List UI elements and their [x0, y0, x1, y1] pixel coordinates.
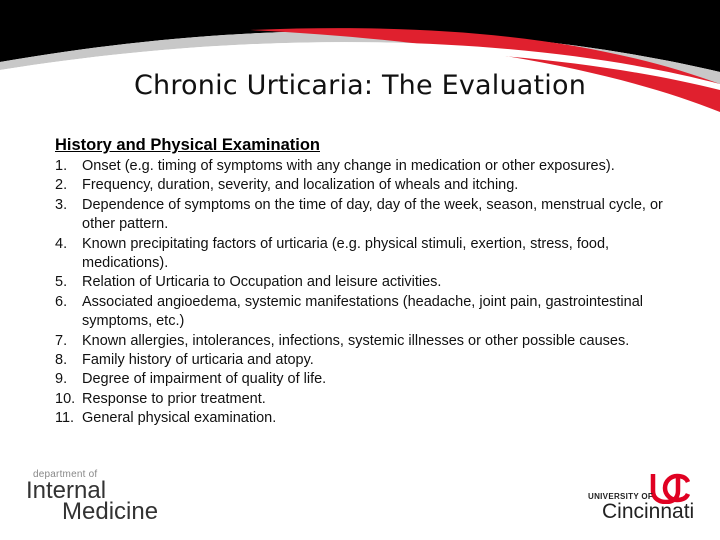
logo-line2-text: Medicine: [62, 498, 159, 525]
list-item-text: Relation of Urticaria to Occupation and leisure activities.: [82, 274, 442, 291]
list-item: [55, 332, 695, 351]
list-item-text: Known allergies, intolerances, infections, systemic illnesses or other possible causes.: [82, 332, 630, 349]
list-item: [55, 176, 695, 195]
list-item-text: Known precipitating factors of urticaria (e.g. physical stimuli, exertion, stress, food, medications).: [82, 235, 610, 272]
list-item: [55, 409, 695, 428]
list-item: [55, 293, 695, 332]
list-item-number: 5.: [55, 274, 68, 291]
list-item: [55, 351, 695, 370]
slide-title: Chronic Urticaria: The Evaluation: [133, 70, 587, 101]
list-item: [55, 390, 695, 409]
list-item-number: 2.: [55, 177, 68, 194]
list-item-number: 1.: [55, 158, 68, 174]
list-item-number: 4.: [55, 235, 68, 252]
list-item-text: Associated angioedema, systemic manifestations (headache, joint pain, gastrointestinal symptoms, etc.): [82, 293, 643, 330]
list-item-number: 3.: [55, 196, 68, 213]
list-item-text: Onset (e.g. timing of symptoms with any change in medication or other exposures).: [82, 158, 615, 174]
list-item-number: 10.: [55, 390, 76, 407]
list-item: [55, 157, 695, 176]
uc-logo: [586, 472, 698, 524]
internal-medicine-logo: [26, 470, 176, 526]
list-item-number: 11.: [55, 410, 75, 427]
uc-university-text: UNIVERSITY OF: [588, 492, 654, 501]
list-item-number: 7.: [55, 332, 68, 349]
list-item-text: Response to prior treatment.: [82, 390, 266, 407]
logo-line1-text: Internal: [26, 477, 107, 504]
list-item-text: Degree of impairment of quality of life.: [82, 371, 327, 388]
list-item: [55, 235, 695, 274]
list-item: [55, 273, 695, 292]
list-item-text: General physical examination.: [82, 410, 277, 427]
list-item-text: Frequency, duration, severity, and localization of wheals and itching.: [82, 177, 519, 194]
section-heading: History and Physical Examination: [55, 136, 320, 154]
list-item-number: 9.: [55, 371, 68, 388]
evaluation-list: [55, 157, 695, 429]
logo-dept-text: department of: [33, 469, 98, 480]
list-item-number: 8.: [55, 352, 68, 369]
list-item-text: Family history of urticaria and atopy.: [82, 352, 314, 369]
list-item-text: Dependence of symptoms on the time of day, day of the week, season, menstrual cycle, or other pattern.: [82, 196, 663, 233]
list-item: [55, 370, 695, 389]
list-item-number: 6.: [55, 293, 68, 310]
uc-name-text: Cincinnati: [602, 500, 695, 523]
header-banner: [0, 0, 720, 120]
list-item: [55, 196, 695, 235]
